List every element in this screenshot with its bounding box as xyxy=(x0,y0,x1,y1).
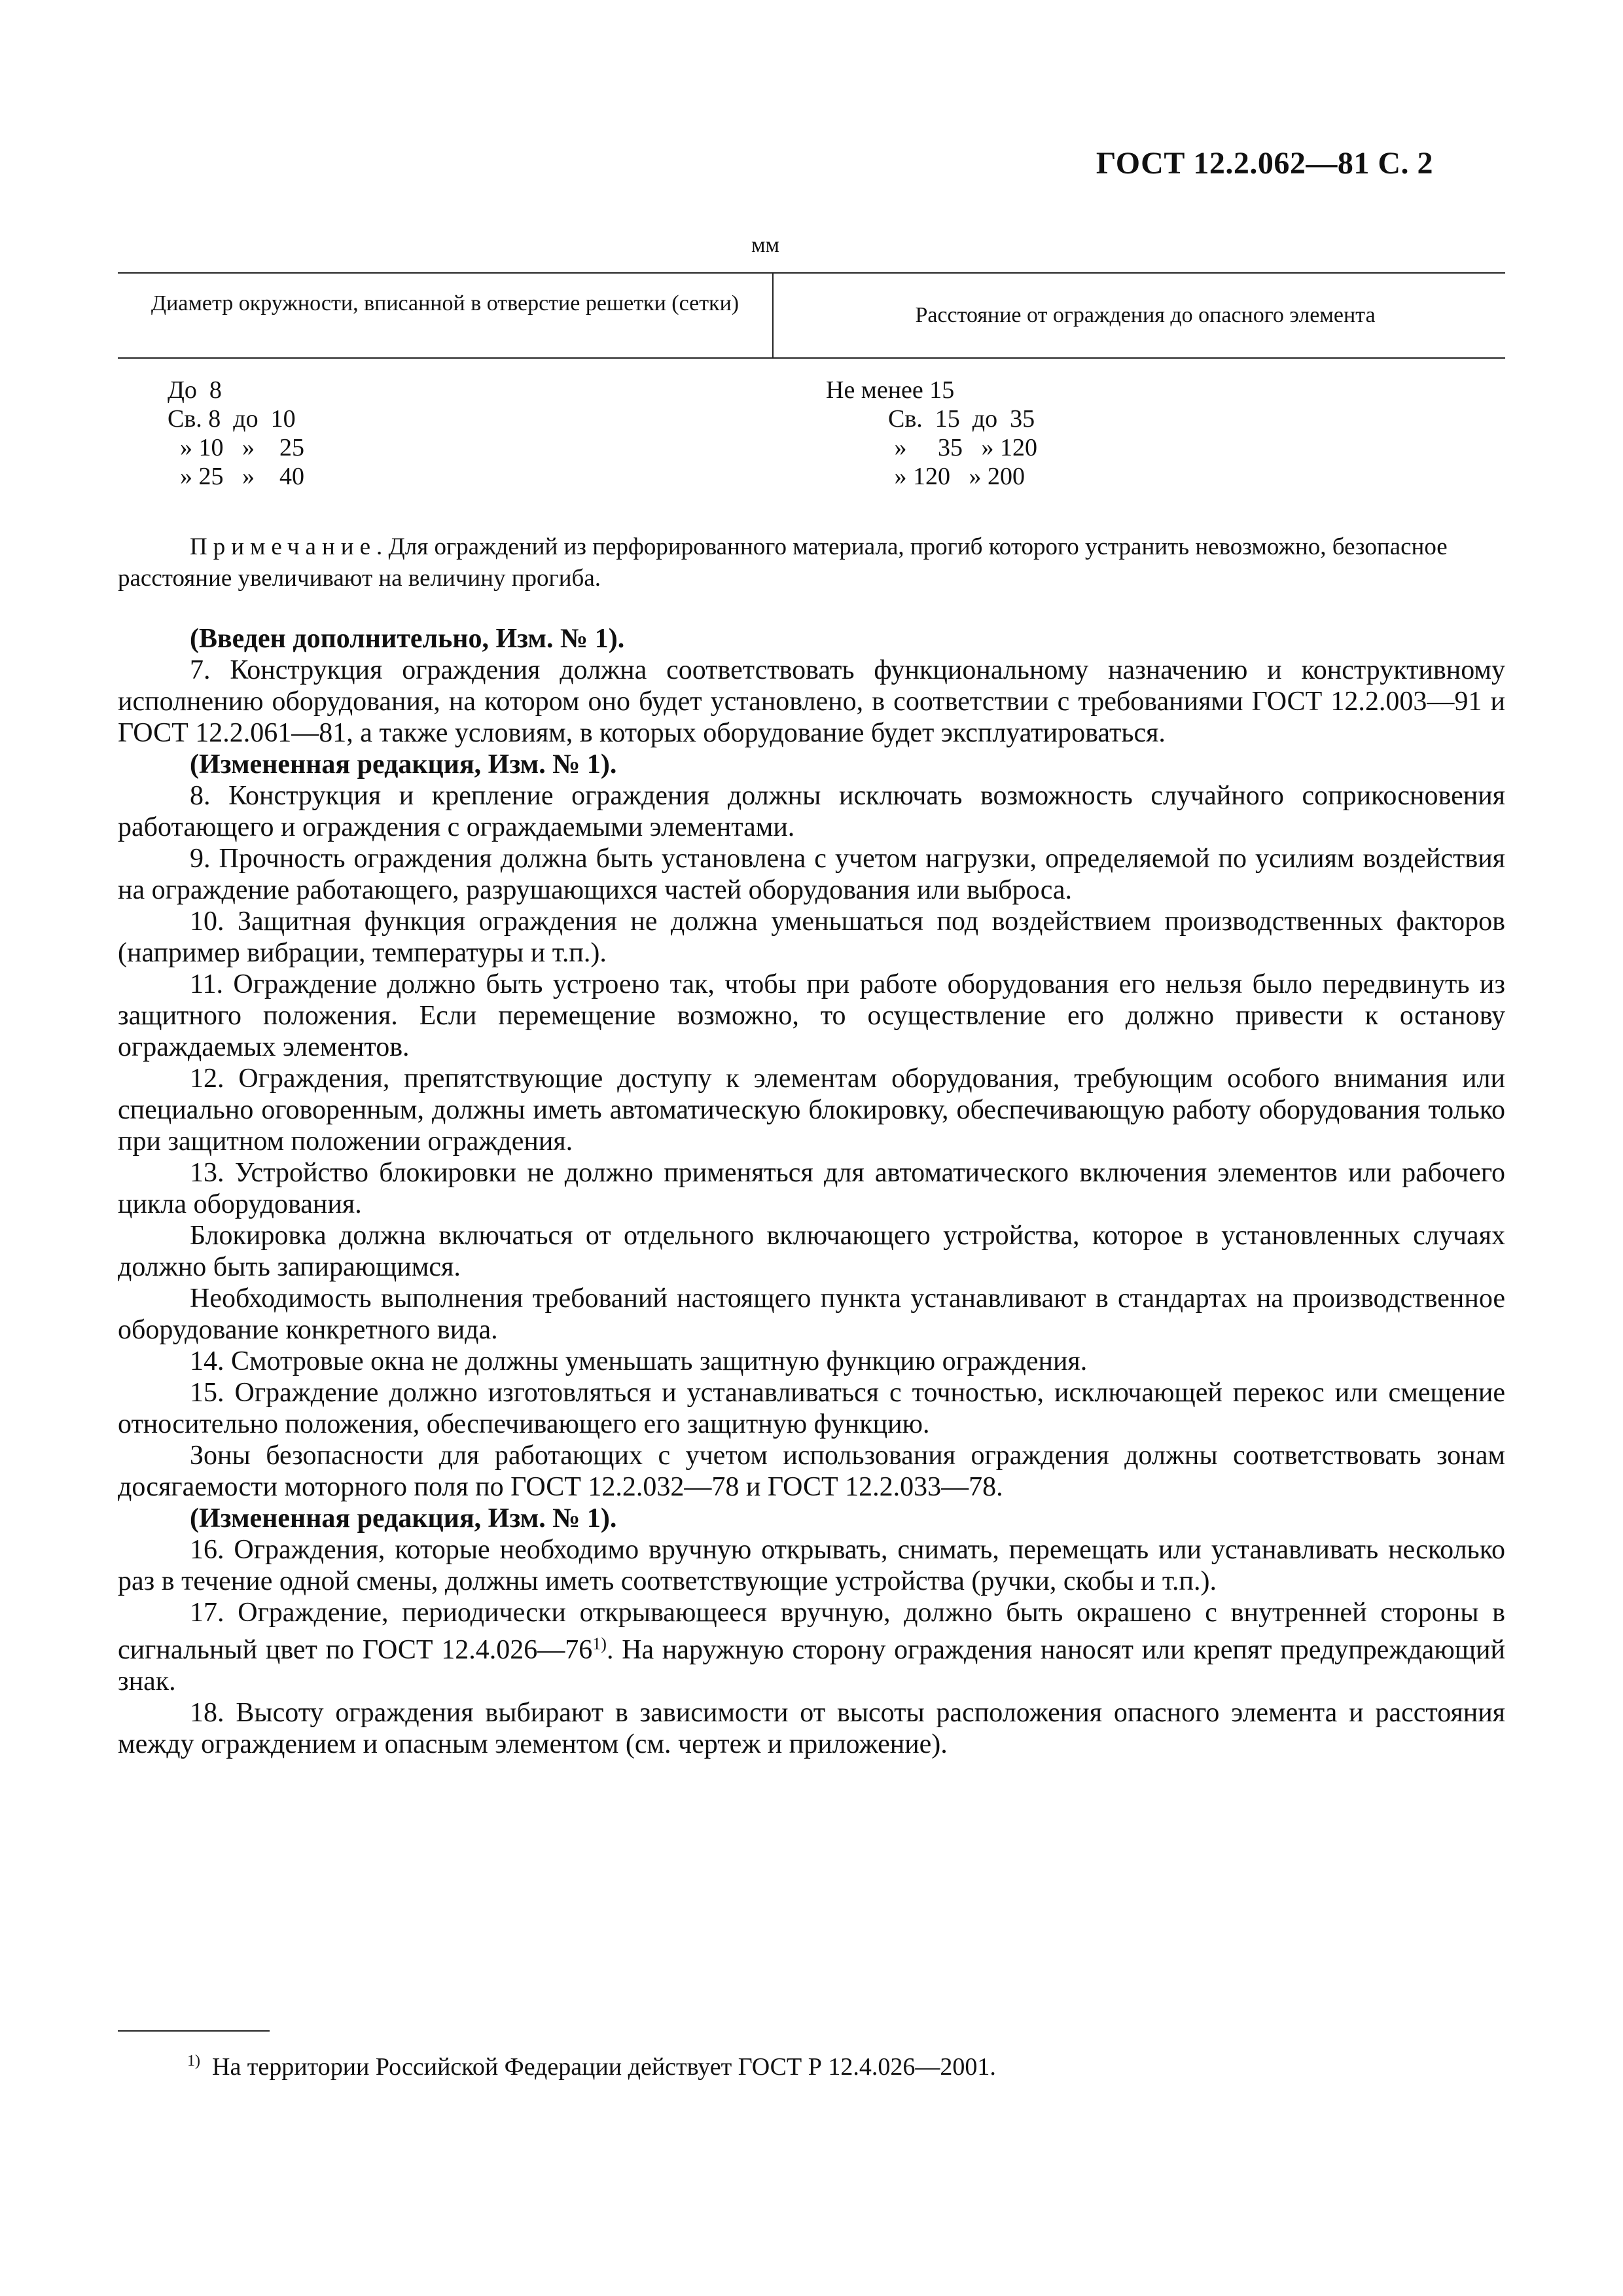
paragraph: 11. Ограждение должно быть устроено так, чтобы при работе оборудования его нельзя было передвинуть из защитного положения. Если перемещение возможно, то осуществление его должно привести к останову ограждаемых элементов. xyxy=(118,969,1505,1062)
table-top-rule xyxy=(118,272,1505,274)
document-header: ГОСТ 12.2.062—81 С. 2 xyxy=(1096,146,1433,181)
table-row-col1: Св. 8 до 10 xyxy=(168,405,296,433)
paragraph: 8. Конструкция и крепление ограждения должны исключать возможность случайного соприкосновения работающего и ограждения с ограждаемыми элементами. xyxy=(118,781,1505,842)
paragraph: 7. Конструкция ограждения должна соответствовать функциональному назначению и конструктивному исполнению оборудования, на котором оно будет установлено, в соответствии с требованиями ГОСТ 12.2.003—91 и ГОСТ 12.2.061—81, а также условиям, в которых оборудование будет эксплуатироваться. xyxy=(118,655,1505,748)
paragraph xyxy=(118,1597,1505,1697)
note-text: . Для ограждений из перфорированного материала, прогиб которого устранить невозможно, безопасное расстояние увеличивают на величину прогиба. xyxy=(118,533,1448,592)
paragraph: Необходимость выполнения требований настоящего пункта устанавливают в стандартах на производственное оборудование конкретного вида. xyxy=(118,1283,1505,1345)
paragraph-text: 17. Ограждение, периодически открывающееся вручную, должно быть окрашено с внутренней стороны в сигнальный цвет по ГОСТ 12.4.026—76 xyxy=(118,1598,1505,1665)
table-note xyxy=(118,531,1505,594)
paragraph-text: . На наружную сторону ограждения наносят или крепят предупреждающий знак. xyxy=(118,1635,1505,1696)
paragraph: 10. Защитная функция ограждения не должна уменьшаться под воздействием производственных факторов (например вибрации, температуры и т.п.). xyxy=(118,906,1505,968)
table-row-col2: Не менее 15 xyxy=(826,376,955,404)
table-header-col2: Расстояние от ограждения до опасного элемента xyxy=(915,303,1376,327)
footnote xyxy=(187,2046,996,2082)
paragraph: 13. Устройство блокировки не должно применяться для автоматического включения элементов или рабочего цикла оборудования. xyxy=(118,1158,1505,1219)
amendment-note: (Измененная редакция, Изм. № 1). xyxy=(190,1503,617,1534)
table-row-col1: » 25 » 40 xyxy=(168,463,304,490)
footnote-text: На территории Российской Федерации действует ГОСТ Р 12.4.026—2001. xyxy=(212,2053,996,2081)
paragraph: 12. Ограждения, препятствующие доступу к элементам оборудования, требующим особого внимания или специально оговоренным, должны иметь автоматическую блокировку, обеспечивающую работу оборудования только при защитном положении ограждения. xyxy=(118,1064,1505,1157)
paragraph: 15. Ограждение должно изготовляться и устанавливаться с точностью, исключающей перекос или смещение относительно положения, обеспечивающего его защитную функцию. xyxy=(118,1378,1505,1439)
paragraph: Зоны безопасности для работающих с учетом использования ограждения должны соответствовать зонам досягаемости моторного поля по ГОСТ 12.2.032—78 и ГОСТ 12.2.033—78. xyxy=(118,1441,1505,1502)
paragraph: 16. Ограждения, которые необходимо вручную открывать, снимать, перемещать или устанавливать несколько раз в течение одной смены, должны иметь соответствующие устройства (ручки, скобы и т.п.). xyxy=(118,1535,1505,1596)
amendment-note: (Измененная редакция, Изм. № 1). xyxy=(190,749,617,780)
amendment-note: (Введен дополнительно, Изм. № 1). xyxy=(190,624,625,654)
table-row-col2: » 120 » 200 xyxy=(826,463,1025,490)
table-column-divider xyxy=(772,272,774,357)
table-row-col2: » 35 » 120 xyxy=(826,434,1037,461)
paragraph: 14. Смотровые окна не должны уменьшать защитную функцию ограждения. xyxy=(190,1346,1088,1376)
table-unit: мм xyxy=(751,233,780,257)
note-label: Примечание xyxy=(190,533,376,560)
footnote-rule xyxy=(118,2030,270,2032)
table-header-rule xyxy=(118,357,1505,359)
table-header-col1: Диаметр окружности, вписанной в отверстие решетки (сетки) xyxy=(151,291,740,315)
table-row-col1: До 8 xyxy=(168,376,222,404)
footnote-reference: 1) xyxy=(592,1634,607,1653)
document-body xyxy=(118,623,1505,1760)
table-row-col1: » 10 » 25 xyxy=(168,434,304,461)
footnote-marker: 1) xyxy=(187,2053,200,2070)
paragraph: Блокировка должна включаться от отдельного включающего устройства, которое в установленных случаях должно быть запирающимся. xyxy=(118,1221,1505,1282)
paragraph: 9. Прочность ограждения должна быть установлена с учетом нагрузки, определяемой по усилиям воздействия на ограждение работающего, разрушающихся частей оборудования или выброса. xyxy=(118,844,1505,905)
paragraph: 18. Высоту ограждения выбирают в зависимости от высоты расположения опасного элемента и расстояния между ограждением и опасным элементом (см. чертеж и приложение). xyxy=(118,1698,1505,1759)
table-row-col2: Св. 15 до 35 xyxy=(826,405,1035,433)
